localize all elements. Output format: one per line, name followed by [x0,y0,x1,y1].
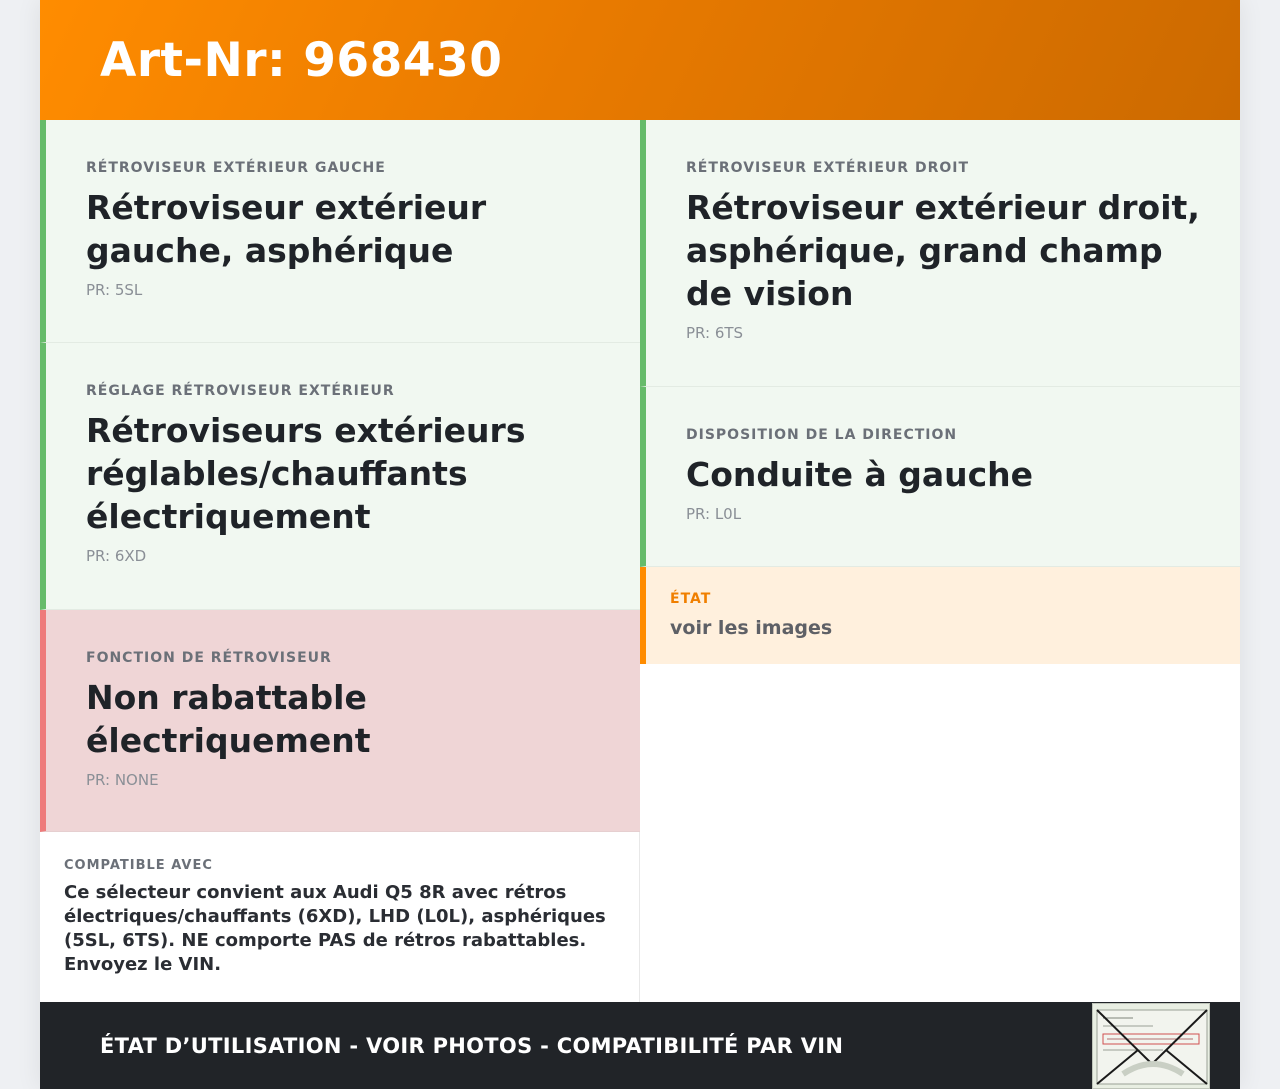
right-column [640,120,1240,664]
pr-code: PR: 5SL [86,281,143,299]
article-number-title: Art-Nr: 968430 [100,32,503,88]
condition-value: voir les images [670,617,833,639]
footer-text: ÉTAT D’UTILISATION - VOIR PHOTOS - COMPATIBILITÉ PAR VIN [100,1033,844,1058]
option-value: Rétroviseur extérieur droit, asphérique, grand champ de vision [686,188,1200,313]
option-grid [40,120,1240,1002]
pr-code: PR: 6TS [686,324,744,342]
compatibility-section [40,832,640,1002]
vehicle-document-thumbnail[interactable] [1092,1003,1210,1089]
document-image-icon [1093,1004,1210,1089]
option-value: Non rabattable électriquement [86,678,371,760]
option-card-mirror-function [40,610,640,832]
header-banner [40,0,1240,120]
option-value: Rétroviseur extérieur gauche, asphérique [86,188,487,270]
option-value: Conduite à gauche [686,455,1034,494]
option-card-steering [640,387,1240,567]
compatibility-text: Ce sélecteur convient aux Audi Q5 8R avec rétros électriques/chauffants (6XD), LHD (L0L), asphériques (5SL, 6TS). NE comporte PAS de rétros rabattables. Envoyez le VIN. [64,882,606,975]
option-label: DISPOSITION DE LA DIRECTION [686,427,958,443]
pr-code: PR: 6XD [86,547,147,565]
option-label: RÉTROVISEUR EXTÉRIEUR GAUCHE [86,160,386,176]
compatibility-label: COMPATIBLE AVEC [64,858,213,873]
option-value: Rétroviseurs extérieurs réglables/chauffants électriquement [86,411,526,536]
option-card-mirror-adjustment [40,343,640,610]
option-label: RÉGLAGE RÉTROVISEUR EXTÉRIEUR [86,383,395,399]
condition-label: ÉTAT [670,591,712,607]
option-label: FONCTION DE RÉTROVISEUR [86,650,332,666]
option-card-right-mirror [640,120,1240,387]
condition-card [640,567,1240,664]
pr-code: PR: NONE [86,771,159,789]
spec-sheet [40,0,1240,1089]
option-card-left-mirror [40,120,640,343]
left-column [40,120,640,832]
pr-code: PR: L0L [686,505,742,523]
option-label: RÉTROVISEUR EXTÉRIEUR DROIT [686,160,970,176]
footer-bar [40,1002,1240,1089]
